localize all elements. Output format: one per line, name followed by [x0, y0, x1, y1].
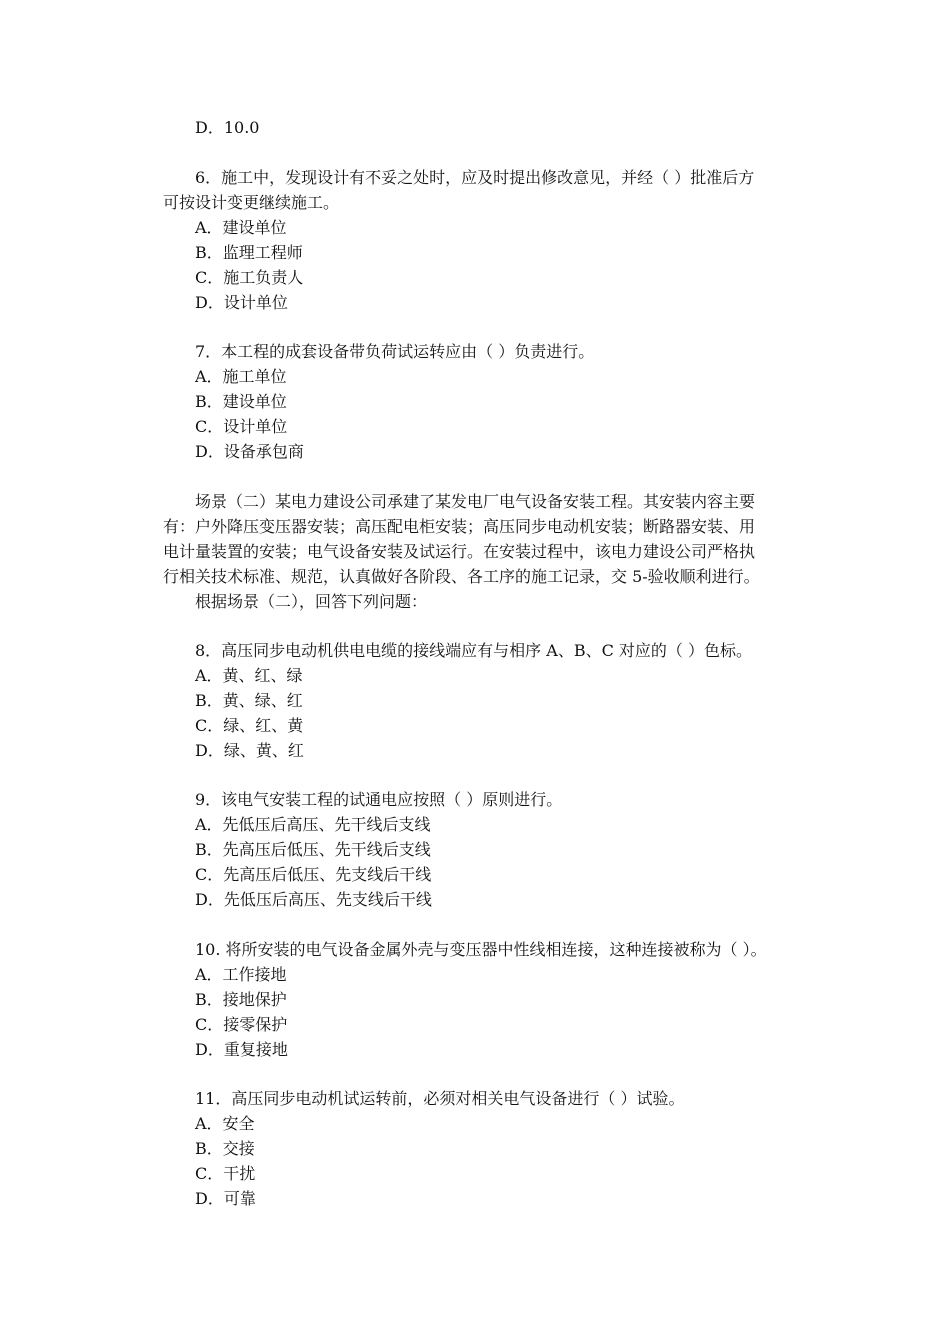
scenario-line: 行相关技术标准、规范，认真做好各阶段、各工序的施工记录，交 5-验收顺利进行。 [163, 567, 760, 586]
question-line: 6．施工中，发现设计有不妥之处时，应及时提出修改意见，并经（ ）批准后方 [195, 168, 755, 187]
option-line: D．可靠 [195, 1189, 256, 1208]
scenario-line: 场景（二）某电力建设公司承建了某发电厂电气设备安装工程。其安装内容主要 [195, 492, 756, 511]
question-line: 9．该电气安装工程的试通电应按照（ ）原则进行。 [195, 790, 563, 809]
option-line: B．先高压后低压、先干线后支线 [195, 840, 431, 859]
option-line: C．干扰 [195, 1164, 256, 1183]
option-line: C．绿、红、黄 [195, 716, 304, 735]
option-line: A．工作接地 [195, 965, 287, 984]
option-line: A．施工单位 [195, 367, 287, 386]
option-line: A．安全 [195, 1114, 255, 1133]
option-line: A．先低压后高压、先干线后支线 [195, 815, 431, 834]
option-line: C．施工负责人 [195, 268, 304, 287]
scenario-line: 有：户外降压变压器安装；高压配电柜安装；高压同步电动机安装；断路器安装、用 [163, 517, 756, 536]
question-line: 11．高压同步电动机试运转前，必须对相关电气设备进行（ ）试验。 [195, 1089, 685, 1108]
scenario-line: 电计量装置的安装；电气设备安装及试运行。在安装过程中，该电力建设公司严格执 [163, 542, 756, 561]
option-line: D．10.0 [195, 118, 260, 137]
option-line: D．先低压后高压、先支线后干线 [195, 890, 432, 909]
question-line: 8．高压同步电动机供电电缆的接线端应有与相序 A、B、C 对应的（ ）色标。 [195, 641, 752, 660]
option-line: B．黄、绿、红 [195, 691, 303, 710]
option-line: B．监理工程师 [195, 243, 303, 262]
question-line-continuation: 可按设计变更继续施工。 [163, 193, 340, 212]
option-line: B．建设单位 [195, 392, 287, 411]
question-line: 7．本工程的成套设备带负荷试运转应由（ ）负责进行。 [195, 342, 595, 361]
option-line: B．交接 [195, 1139, 255, 1158]
scenario-prompt: 根据场景（二），回答下列问题： [195, 592, 428, 611]
option-line: D．绿、黄、红 [195, 741, 304, 760]
option-line: A．建设单位 [195, 218, 287, 237]
question-line: 10. 将所安装的电气设备金属外壳与变压器中性线相连接，这种连接被称为（ ）。 [195, 940, 767, 959]
option-line: C．先高压后低压、先支线后干线 [195, 865, 432, 884]
option-line: D．重复接地 [195, 1040, 288, 1059]
option-line: C．接零保护 [195, 1015, 288, 1034]
option-line: C．设计单位 [195, 417, 288, 436]
option-line: D．设计单位 [195, 293, 288, 312]
option-line: D．设备承包商 [195, 442, 304, 461]
option-line: B．接地保护 [195, 990, 287, 1009]
option-line: A．黄、红、绿 [195, 666, 303, 685]
